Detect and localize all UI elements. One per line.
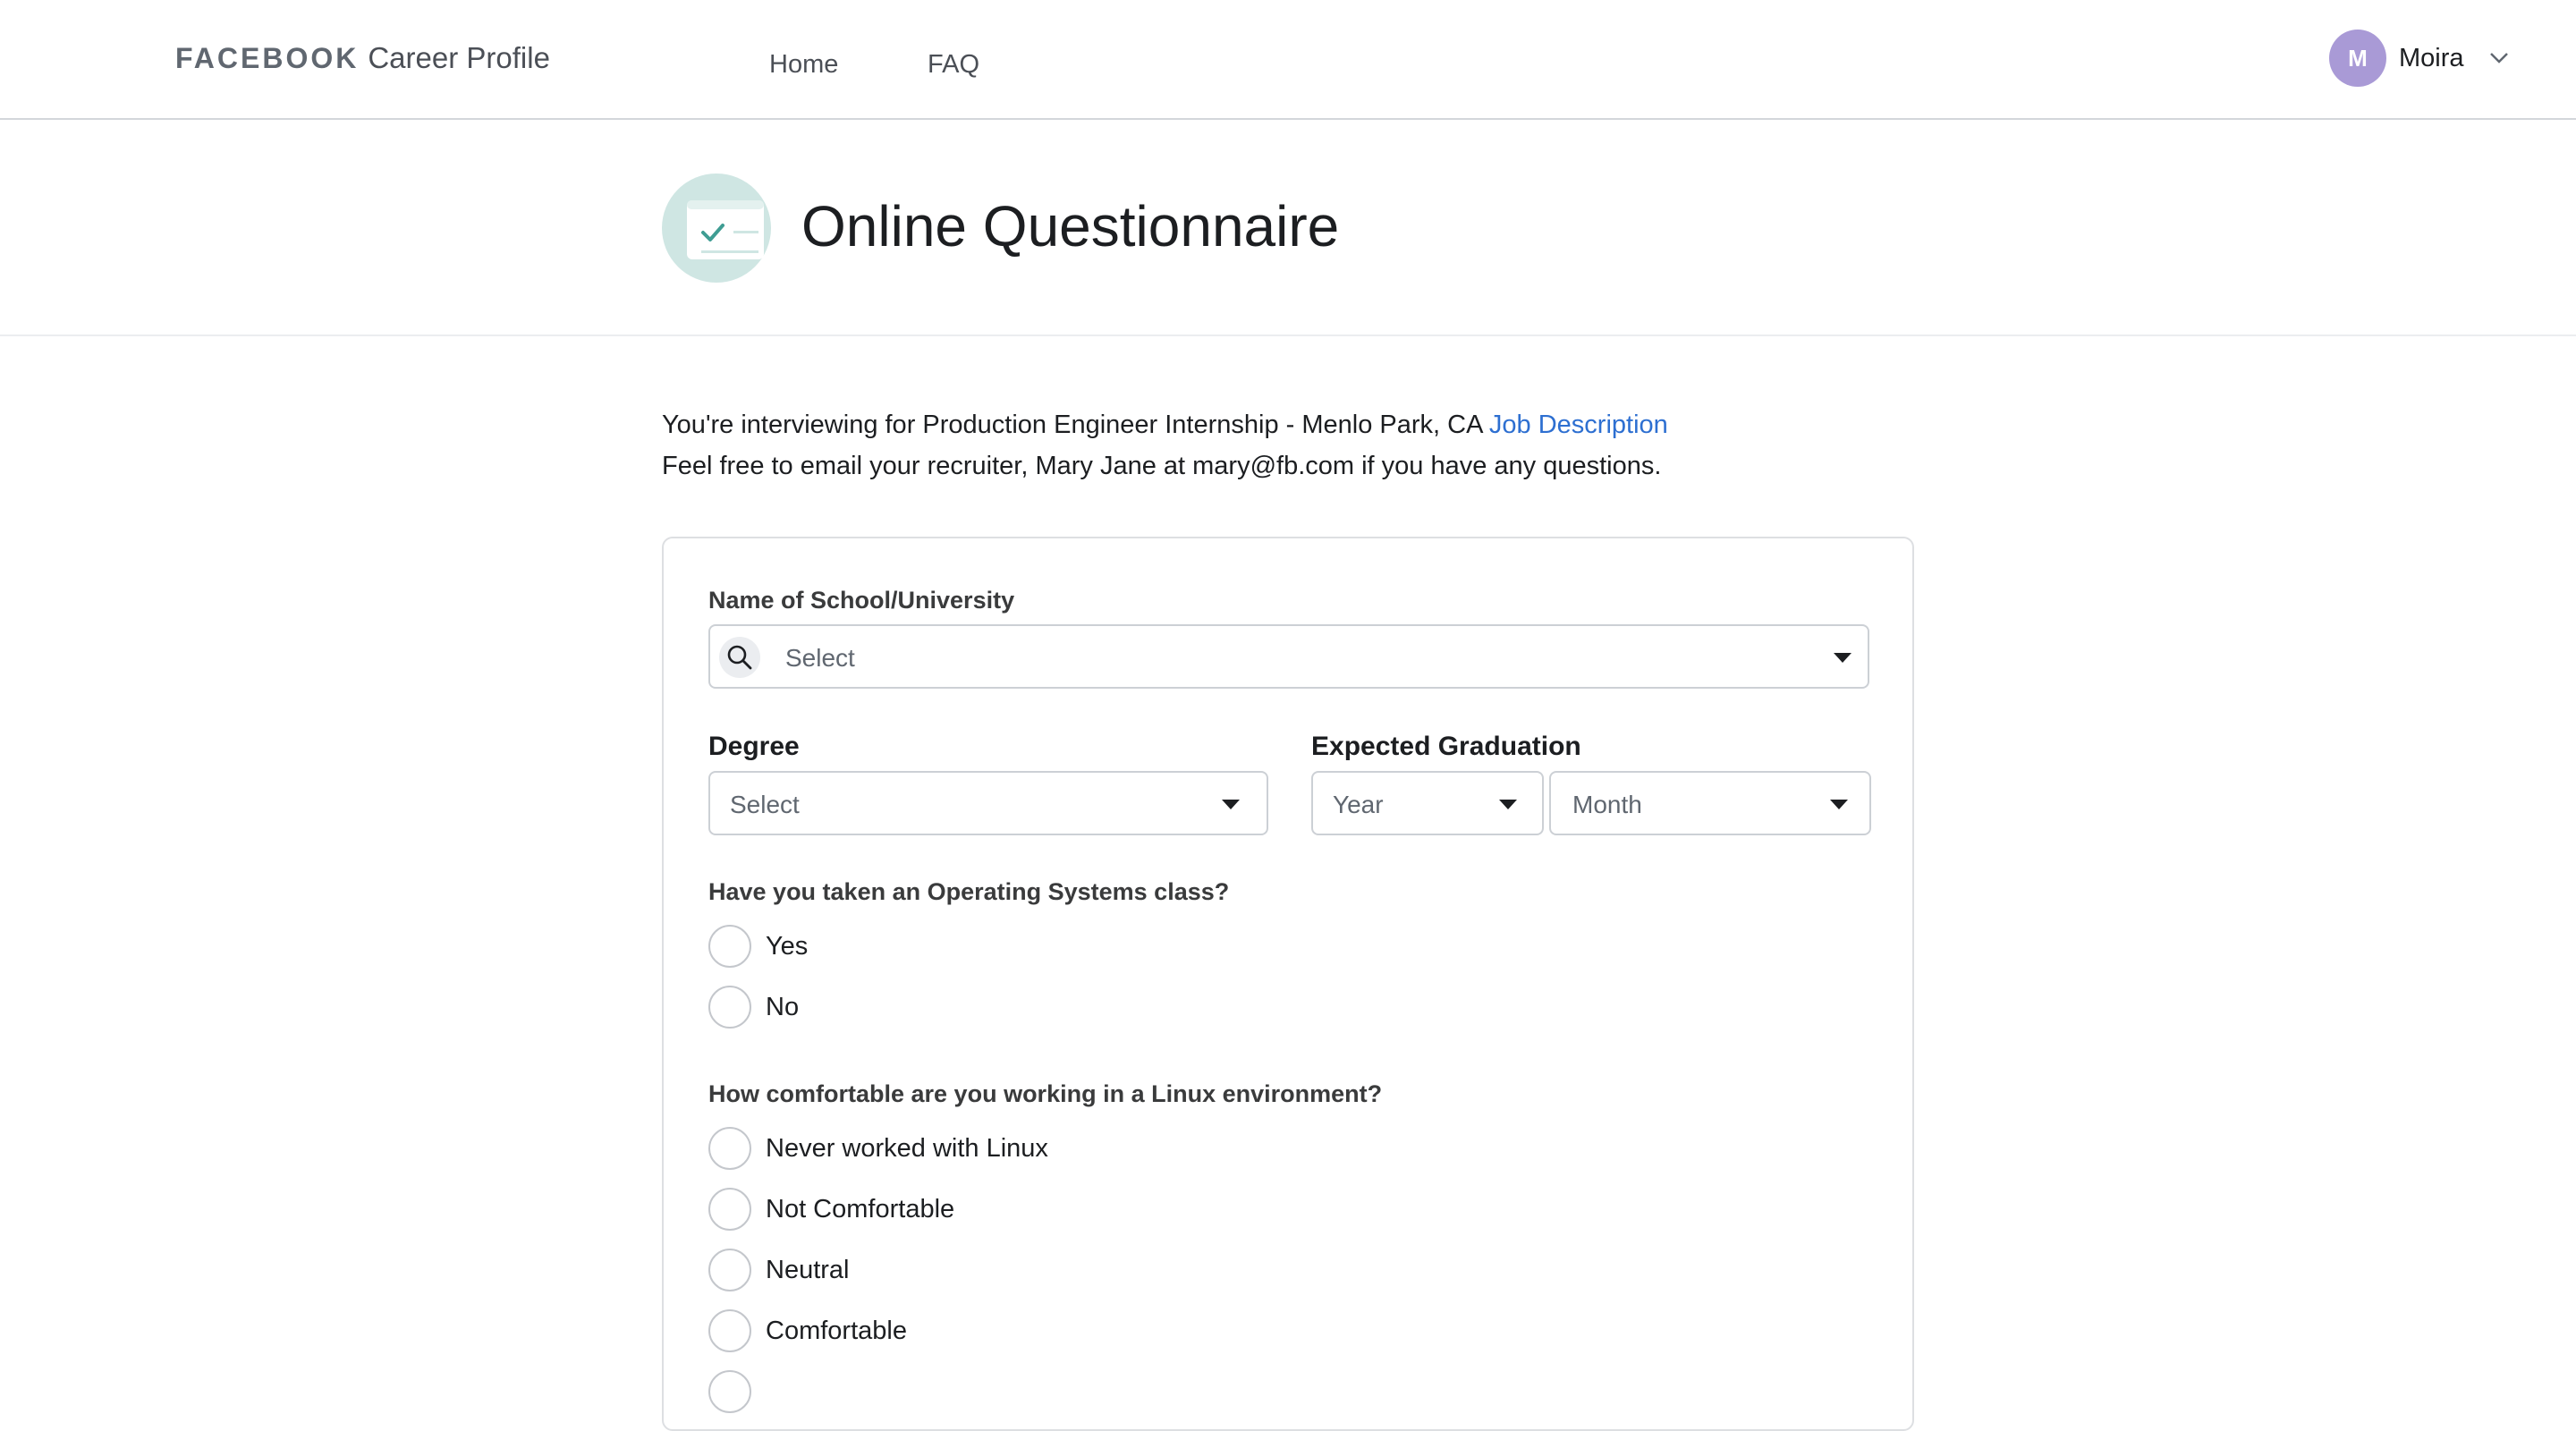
degree-select-placeholder: Select: [730, 791, 800, 818]
top-navigation-bar: [0, 0, 2576, 120]
linux-comfort-question: How comfortable are you working in a Linux environment?: [708, 1080, 1383, 1107]
os-class-option-yes[interactable]: [708, 925, 808, 968]
linux-option-next[interactable]: [708, 1370, 751, 1413]
linux-option-comfortable[interactable]: [708, 1309, 907, 1352]
radio-label: No: [766, 992, 800, 1021]
caret-down-icon: [1830, 800, 1848, 809]
checklist-icon: [662, 174, 771, 283]
radio-button[interactable]: [708, 1249, 751, 1291]
radio-button[interactable]: [708, 1309, 751, 1352]
search-icon: [719, 637, 760, 678]
month-select-placeholder: Month: [1572, 791, 1642, 818]
linux-option-never[interactable]: [708, 1127, 1048, 1170]
radio-button[interactable]: [708, 1370, 751, 1413]
avatar-initial: M: [2348, 44, 2368, 72]
caret-down-icon: [1499, 800, 1517, 809]
user-name: Moira: [2399, 43, 2464, 72]
year-select-placeholder: Year: [1333, 791, 1384, 818]
school-label: Name of School/University: [708, 587, 1015, 614]
degree-select[interactable]: [708, 771, 1268, 835]
questionnaire-form: [662, 537, 1914, 1431]
user-menu[interactable]: [2329, 30, 2509, 87]
brand-secondary: Career Profile: [368, 41, 550, 74]
linux-option-not-comfortable[interactable]: [708, 1188, 954, 1231]
radio-label: Neutral: [766, 1255, 850, 1284]
chevron-down-icon[interactable]: [2489, 52, 2509, 64]
os-class-option-no[interactable]: [708, 986, 799, 1029]
radio-label: Not Comfortable: [766, 1194, 955, 1224]
interview-position: You're interviewing for Production Engineer Internship - Menlo Park, CA: [662, 411, 1482, 439]
radio-label: Comfortable: [766, 1316, 907, 1345]
avatar[interactable]: [2329, 30, 2386, 87]
radio-button[interactable]: [708, 1188, 751, 1231]
intro-text: [662, 404, 1668, 487]
graduation-label: Expected Graduation: [1311, 732, 1581, 761]
page-title: Online Questionnaire: [801, 194, 1340, 258]
school-select-placeholder: Select: [785, 644, 855, 672]
recruiter-line: Feel free to email your recruiter, Mary Jane at mary@fb.com if you have any questions.: [662, 452, 1662, 480]
caret-down-icon: [1834, 653, 1852, 663]
radio-button[interactable]: [708, 925, 751, 968]
interview-line: [662, 404, 1668, 445]
caret-down-icon: [1222, 800, 1240, 809]
degree-label: Degree: [708, 732, 800, 761]
radio-button[interactable]: [708, 986, 751, 1029]
job-description-link[interactable]: Job Description: [1488, 411, 1668, 439]
graduation-month-select[interactable]: [1549, 771, 1871, 835]
graduation-year-select[interactable]: [1311, 771, 1544, 835]
school-select[interactable]: [708, 624, 1869, 689]
brand-logo[interactable]: [175, 41, 550, 75]
page-header: [0, 122, 2576, 336]
nav-home-link[interactable]: Home: [769, 50, 839, 79]
brand-primary: FACEBOOK: [175, 42, 360, 74]
nav-faq-link[interactable]: FAQ: [928, 50, 980, 79]
os-class-question: Have you taken an Operating Systems class?: [708, 878, 1230, 905]
radio-button[interactable]: [708, 1127, 751, 1170]
radio-label: Yes: [766, 931, 809, 961]
radio-label: Never worked with Linux: [766, 1133, 1048, 1163]
linux-option-neutral[interactable]: [708, 1249, 850, 1291]
